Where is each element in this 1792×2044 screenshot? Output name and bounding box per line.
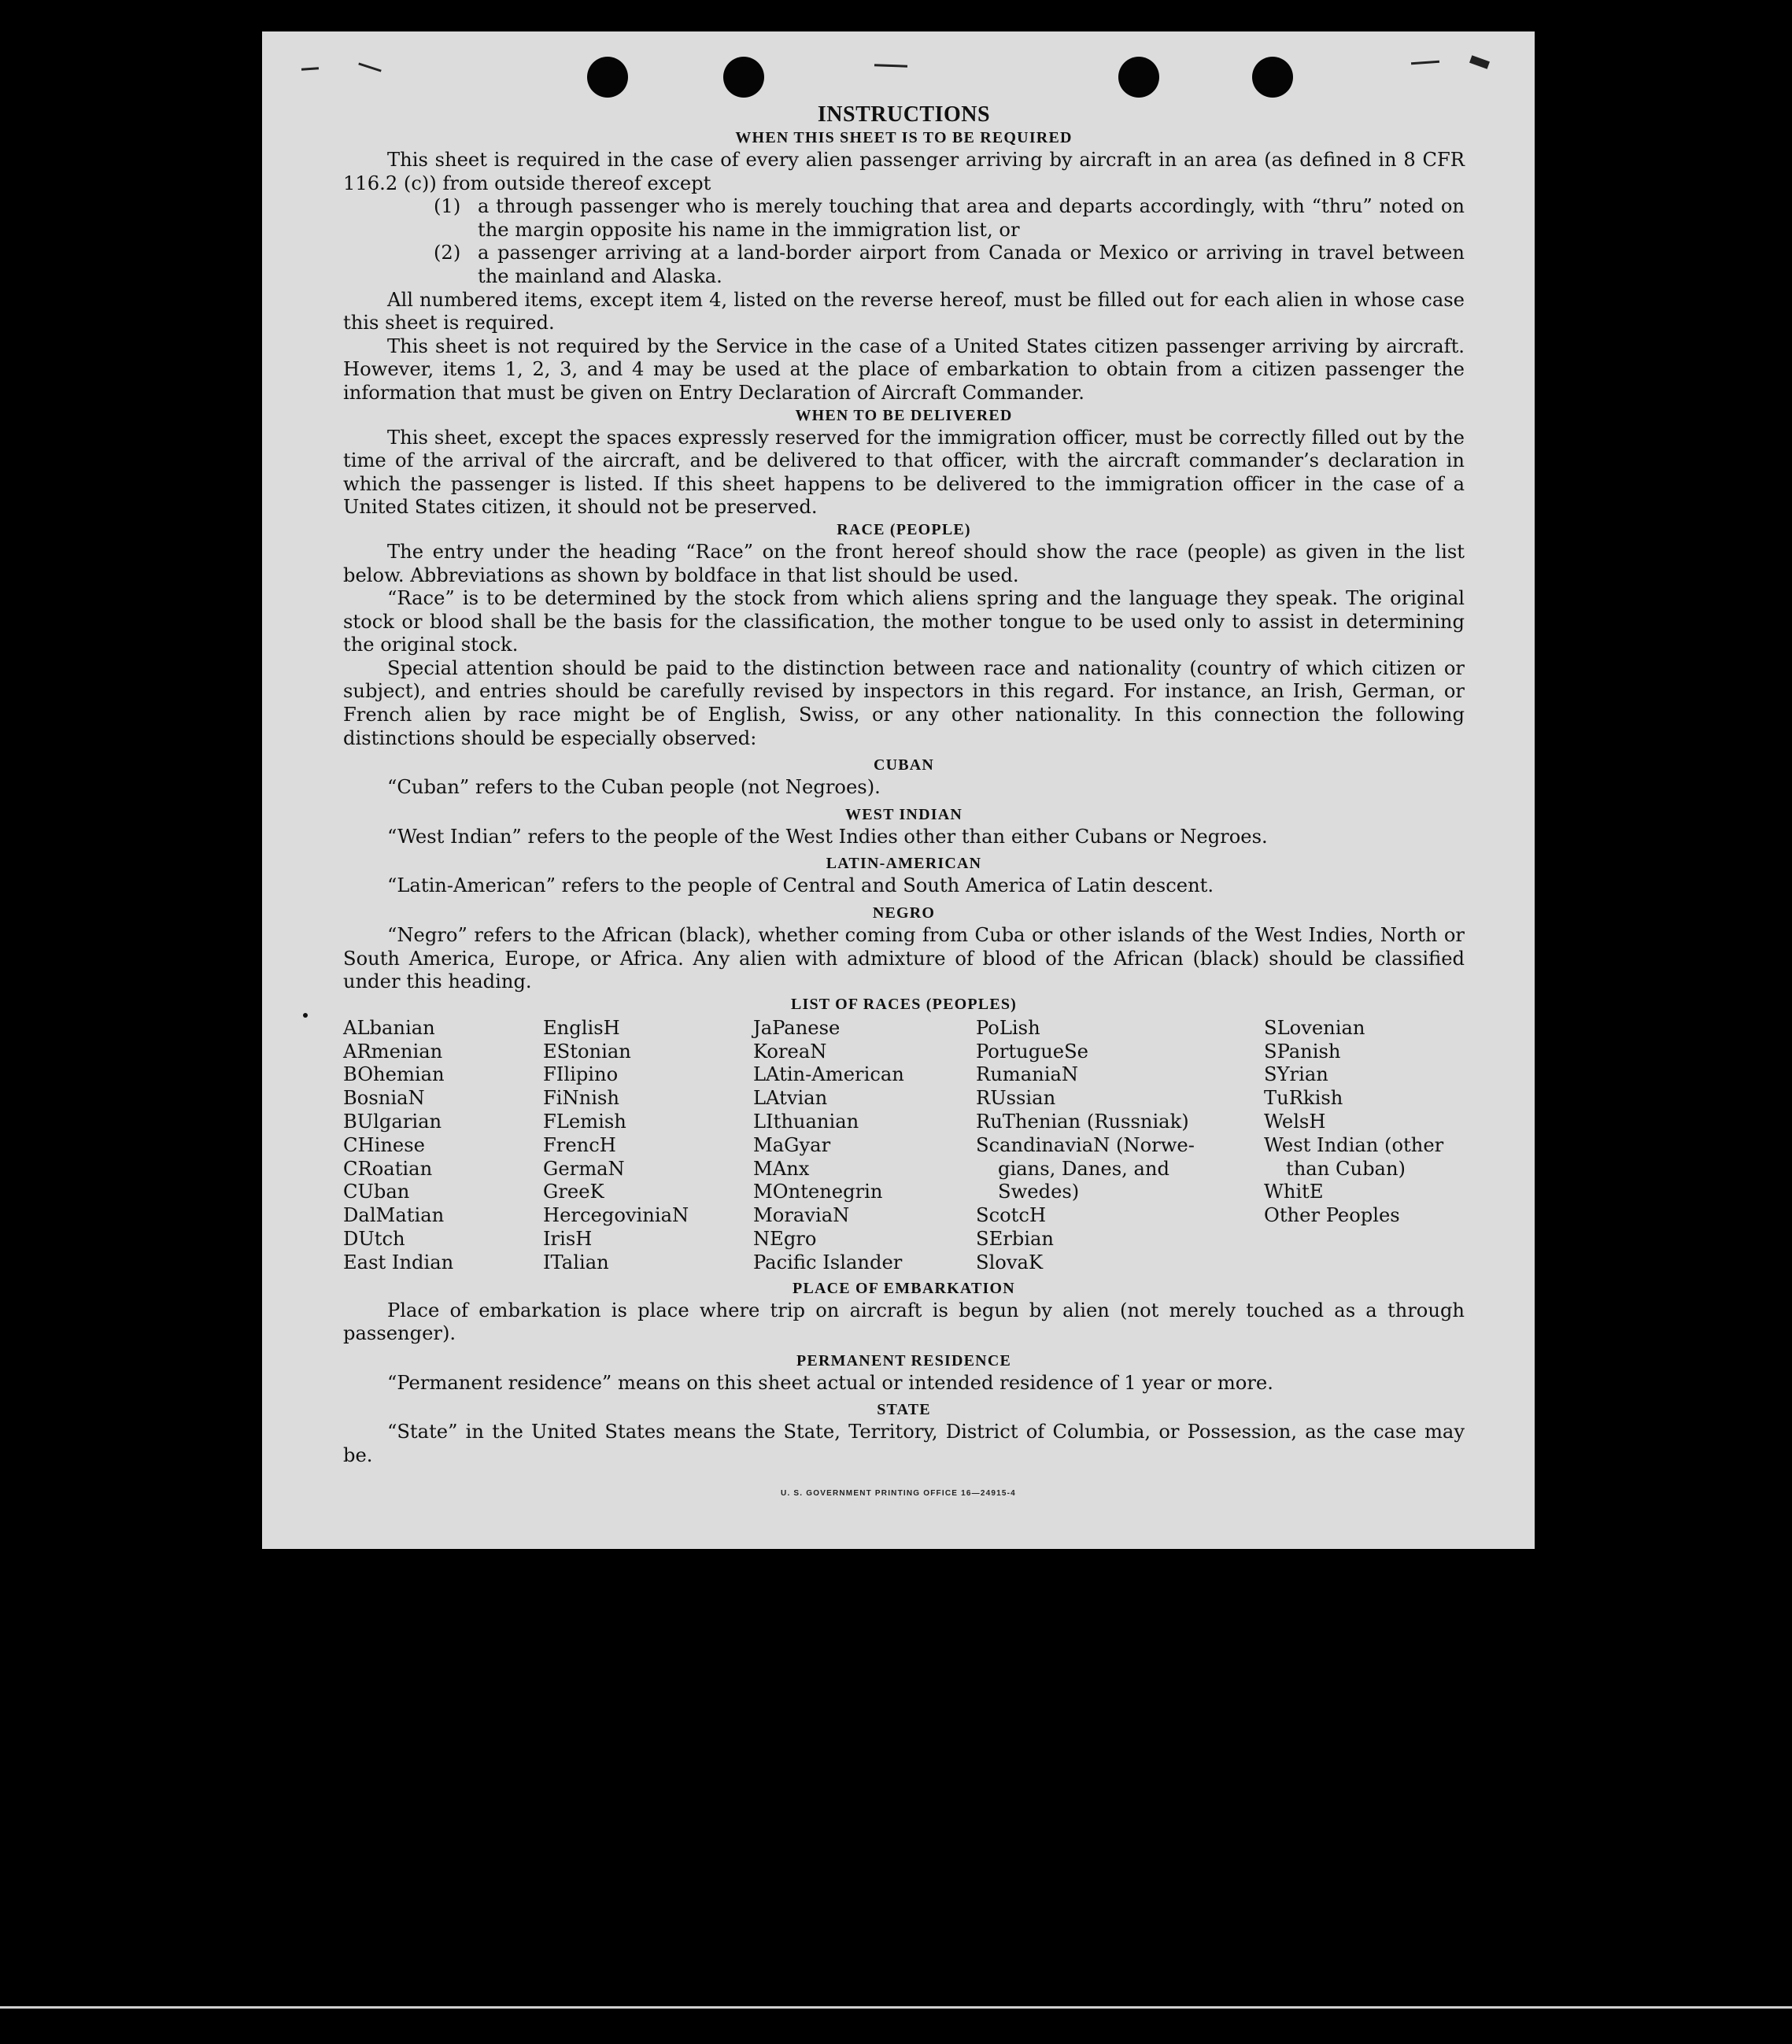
section-heading: STATE xyxy=(877,1401,931,1419)
race-entry: CRoatian xyxy=(343,1157,433,1180)
race-entry: FrencH xyxy=(543,1133,616,1156)
race-entry: East Indian xyxy=(343,1251,454,1273)
page-title: INSTRUCTIONS xyxy=(817,102,991,127)
race-entry: RuThenian (Russniak) xyxy=(976,1111,1189,1133)
race-entry: PoLish xyxy=(976,1016,1040,1039)
edge-mark xyxy=(301,67,319,71)
list-text: a passenger arriving at a land-border airport from Canada or Mexico or arriving in travel between the mainland and Alaska. xyxy=(478,242,1465,287)
race-entry: FiNnish xyxy=(543,1087,619,1110)
race-entry: CHinese xyxy=(343,1133,425,1156)
binder-hole xyxy=(723,57,764,98)
section-heading: WHEN THIS SHEET IS TO BE REQUIRED xyxy=(735,129,1073,146)
paragraph: Special attention should be paid to the distinction between race and nationality (country of which citizen or subject), and entries should be carefully revised by inspectors in this regard. For instance, an Irish, German, or French alien by race might be of English, Swiss, or any other nationality. In this connection the following distinctions should be especially observed: xyxy=(343,656,1465,749)
section-heading: WEST INDIAN xyxy=(845,805,963,823)
race-entry: SYrian xyxy=(1264,1063,1328,1086)
race-entry: SPanish xyxy=(1264,1040,1341,1063)
race-entry: MOntenegrin xyxy=(753,1181,883,1203)
paragraph: This sheet is not required by the Service in the case of a United States citizen passenger arriving by aircraft. However, items 1, 2, 3, and 4 may be used at the place of embarkation to obtain from a citizen passenger the information that must be given on Entry Declaration of Aircraft Commander. xyxy=(343,335,1465,404)
section-heading: LIST OF RACES (PEOPLES) xyxy=(790,995,1018,1013)
race-entry: PortugueSe xyxy=(976,1040,1088,1063)
paragraph: The entry under the heading “Race” on the front hereof should show the race (people) as given in the list below. Abbreviations as shown by boldface in that list should be used. xyxy=(343,540,1465,586)
section-heading: RACE (PEOPLE) xyxy=(837,520,971,538)
paragraph: “Race” is to be determined by the stock from which aliens spring and the language they speak. The original stock or blood shall be the basis for the classification, the mother tongue to be used only to assist in determining the original stock. xyxy=(343,587,1465,656)
race-entry: DalMatian xyxy=(343,1204,445,1227)
race-entry: than Cuban) xyxy=(1286,1157,1406,1180)
race-entry: DUtch xyxy=(343,1227,405,1250)
race-entry: HercegoviniaN xyxy=(543,1204,689,1227)
race-entry: BosniaN xyxy=(343,1087,425,1110)
race-entry: ALbanian xyxy=(343,1016,435,1039)
race-entry: JaPanese xyxy=(753,1016,841,1039)
race-entry: IrisH xyxy=(543,1227,593,1250)
race-entry: FIlipino xyxy=(543,1063,619,1086)
races-column xyxy=(343,1017,543,1275)
binder-hole xyxy=(1252,57,1293,98)
race-entry: RumaniaN xyxy=(976,1063,1079,1086)
race-entry: MAnx xyxy=(753,1157,810,1180)
race-entry: ScandinaviaN (Norwe- xyxy=(976,1133,1195,1156)
race-entry: ARmenian xyxy=(343,1040,443,1063)
section-heading: WHEN TO BE DELIVERED xyxy=(795,406,1013,424)
paragraph: “West Indian” refers to the people of the West Indies other than either Cubans or Negroes. xyxy=(387,825,1268,848)
race-entry: NEgro xyxy=(753,1227,817,1250)
race-entry: WhitE xyxy=(1264,1181,1324,1203)
section-heading: NEGRO xyxy=(872,904,936,922)
race-entry: Swedes) xyxy=(998,1181,1080,1203)
paragraph: This sheet, except the spaces expressly reserved for the immigration officer, must be correctly filled out by the time of the arrival of the aircraft, and be delivered to that officer, with the aircraft commander’s declaration in which the passenger is listed. If this sheet happens to be delivered to the immigration officer in the case of a United States citizen, it should not be preserved. xyxy=(343,426,1465,519)
paragraph: Place of embarkation is place where trip on aircraft is begun by alien (not merely touched as a through passenger). xyxy=(343,1299,1465,1345)
races-column xyxy=(976,1017,1264,1275)
race-entry: MaGyar xyxy=(753,1133,831,1156)
section-heading: LATIN-AMERICAN xyxy=(826,855,982,873)
race-entry: BOhemian xyxy=(343,1063,445,1086)
edge-mark xyxy=(1411,61,1439,65)
race-entry: MoraviaN xyxy=(753,1204,850,1227)
race-entry: TuRkish xyxy=(1264,1087,1343,1110)
race-entry: ScotcH xyxy=(976,1204,1047,1227)
race-entry: LAtin-American xyxy=(753,1063,904,1086)
paragraph: “Cuban” refers to the Cuban people (not Negroes). xyxy=(387,776,881,799)
binder-hole xyxy=(1118,57,1159,98)
list-number: (1) xyxy=(434,195,461,218)
paragraph: All numbered items, except item 4, listed on the reverse hereof, must be filled out for each alien in whose case this sheet is required. xyxy=(343,288,1465,335)
race-entry: LIthuanian xyxy=(753,1111,859,1133)
paragraph: “State” in the United States means the State, Territory, District of Columbia, or Possession, as the case may be. xyxy=(343,1421,1465,1466)
list-number: (2) xyxy=(434,242,461,264)
race-entry: GreeK xyxy=(543,1181,604,1203)
race-entry: SlovaK xyxy=(976,1251,1044,1273)
scan-edge-line xyxy=(0,2006,1792,2009)
paragraph: “Latin-American” refers to the people of Central and South America of Latin descent. xyxy=(387,874,1214,897)
race-entry: ITalian xyxy=(543,1251,609,1273)
race-entry: BUlgarian xyxy=(343,1111,442,1133)
edge-mark xyxy=(1469,55,1490,69)
race-entry: RUssian xyxy=(976,1087,1056,1110)
list-text: a through passenger who is merely touching that area and departs accordingly, with “thru” noted on the margin opposite his name in the immigration list, or xyxy=(478,195,1465,241)
race-entry: EnglisH xyxy=(543,1016,620,1039)
paragraph: “Negro” refers to the African (black), whether coming from Cuba or other islands of the West Indies, North or South America, Europe, or Africa. Any alien with admixture of blood of the African (black) should be classified under this heading. xyxy=(343,924,1465,993)
race-entry: LAtvian xyxy=(753,1087,828,1110)
printer-imprint: U. S. GOVERNMENT PRINTING OFFICE 16—24915-4 xyxy=(781,1489,1016,1498)
section-heading: PERMANENT RESIDENCE xyxy=(796,1351,1012,1369)
document-sheet xyxy=(262,31,1535,1549)
stray-mark xyxy=(303,1013,308,1018)
paragraph: This sheet is required in the case of every alien passenger arriving by aircraft in an area (as defined in 8 CFR 116.2 (c)) from outside thereof except xyxy=(343,149,1465,194)
binder-hole xyxy=(587,57,628,98)
edge-mark xyxy=(358,62,381,72)
races-column xyxy=(1264,1017,1465,1275)
race-entry: Pacific Islander xyxy=(753,1251,903,1273)
race-entry: CUban xyxy=(343,1181,410,1203)
race-entry: gians, Danes, and xyxy=(998,1157,1169,1180)
races-list xyxy=(343,1017,1465,1275)
race-entry: KoreaN xyxy=(753,1040,827,1063)
race-entry: SLovenian xyxy=(1264,1016,1365,1039)
race-entry: FLemish xyxy=(543,1111,626,1133)
instructions-body xyxy=(343,102,1465,1468)
list-item xyxy=(434,195,1465,242)
edge-mark xyxy=(874,64,907,67)
race-entry: Other Peoples xyxy=(1264,1204,1400,1227)
section-heading: PLACE OF EMBARKATION xyxy=(793,1279,1015,1297)
race-entry: SErbian xyxy=(976,1227,1055,1250)
race-entry: WelsH xyxy=(1264,1111,1326,1133)
section-heading: CUBAN xyxy=(873,756,935,774)
paragraph: “Permanent residence” means on this sheet actual or intended residence of 1 year or more. xyxy=(387,1371,1273,1394)
list-item xyxy=(434,242,1465,288)
race-entry: EStonian xyxy=(543,1040,631,1063)
races-column xyxy=(753,1017,976,1275)
race-entry: GermaN xyxy=(543,1157,625,1180)
races-column xyxy=(543,1017,753,1275)
race-entry: West Indian (other xyxy=(1264,1133,1444,1156)
